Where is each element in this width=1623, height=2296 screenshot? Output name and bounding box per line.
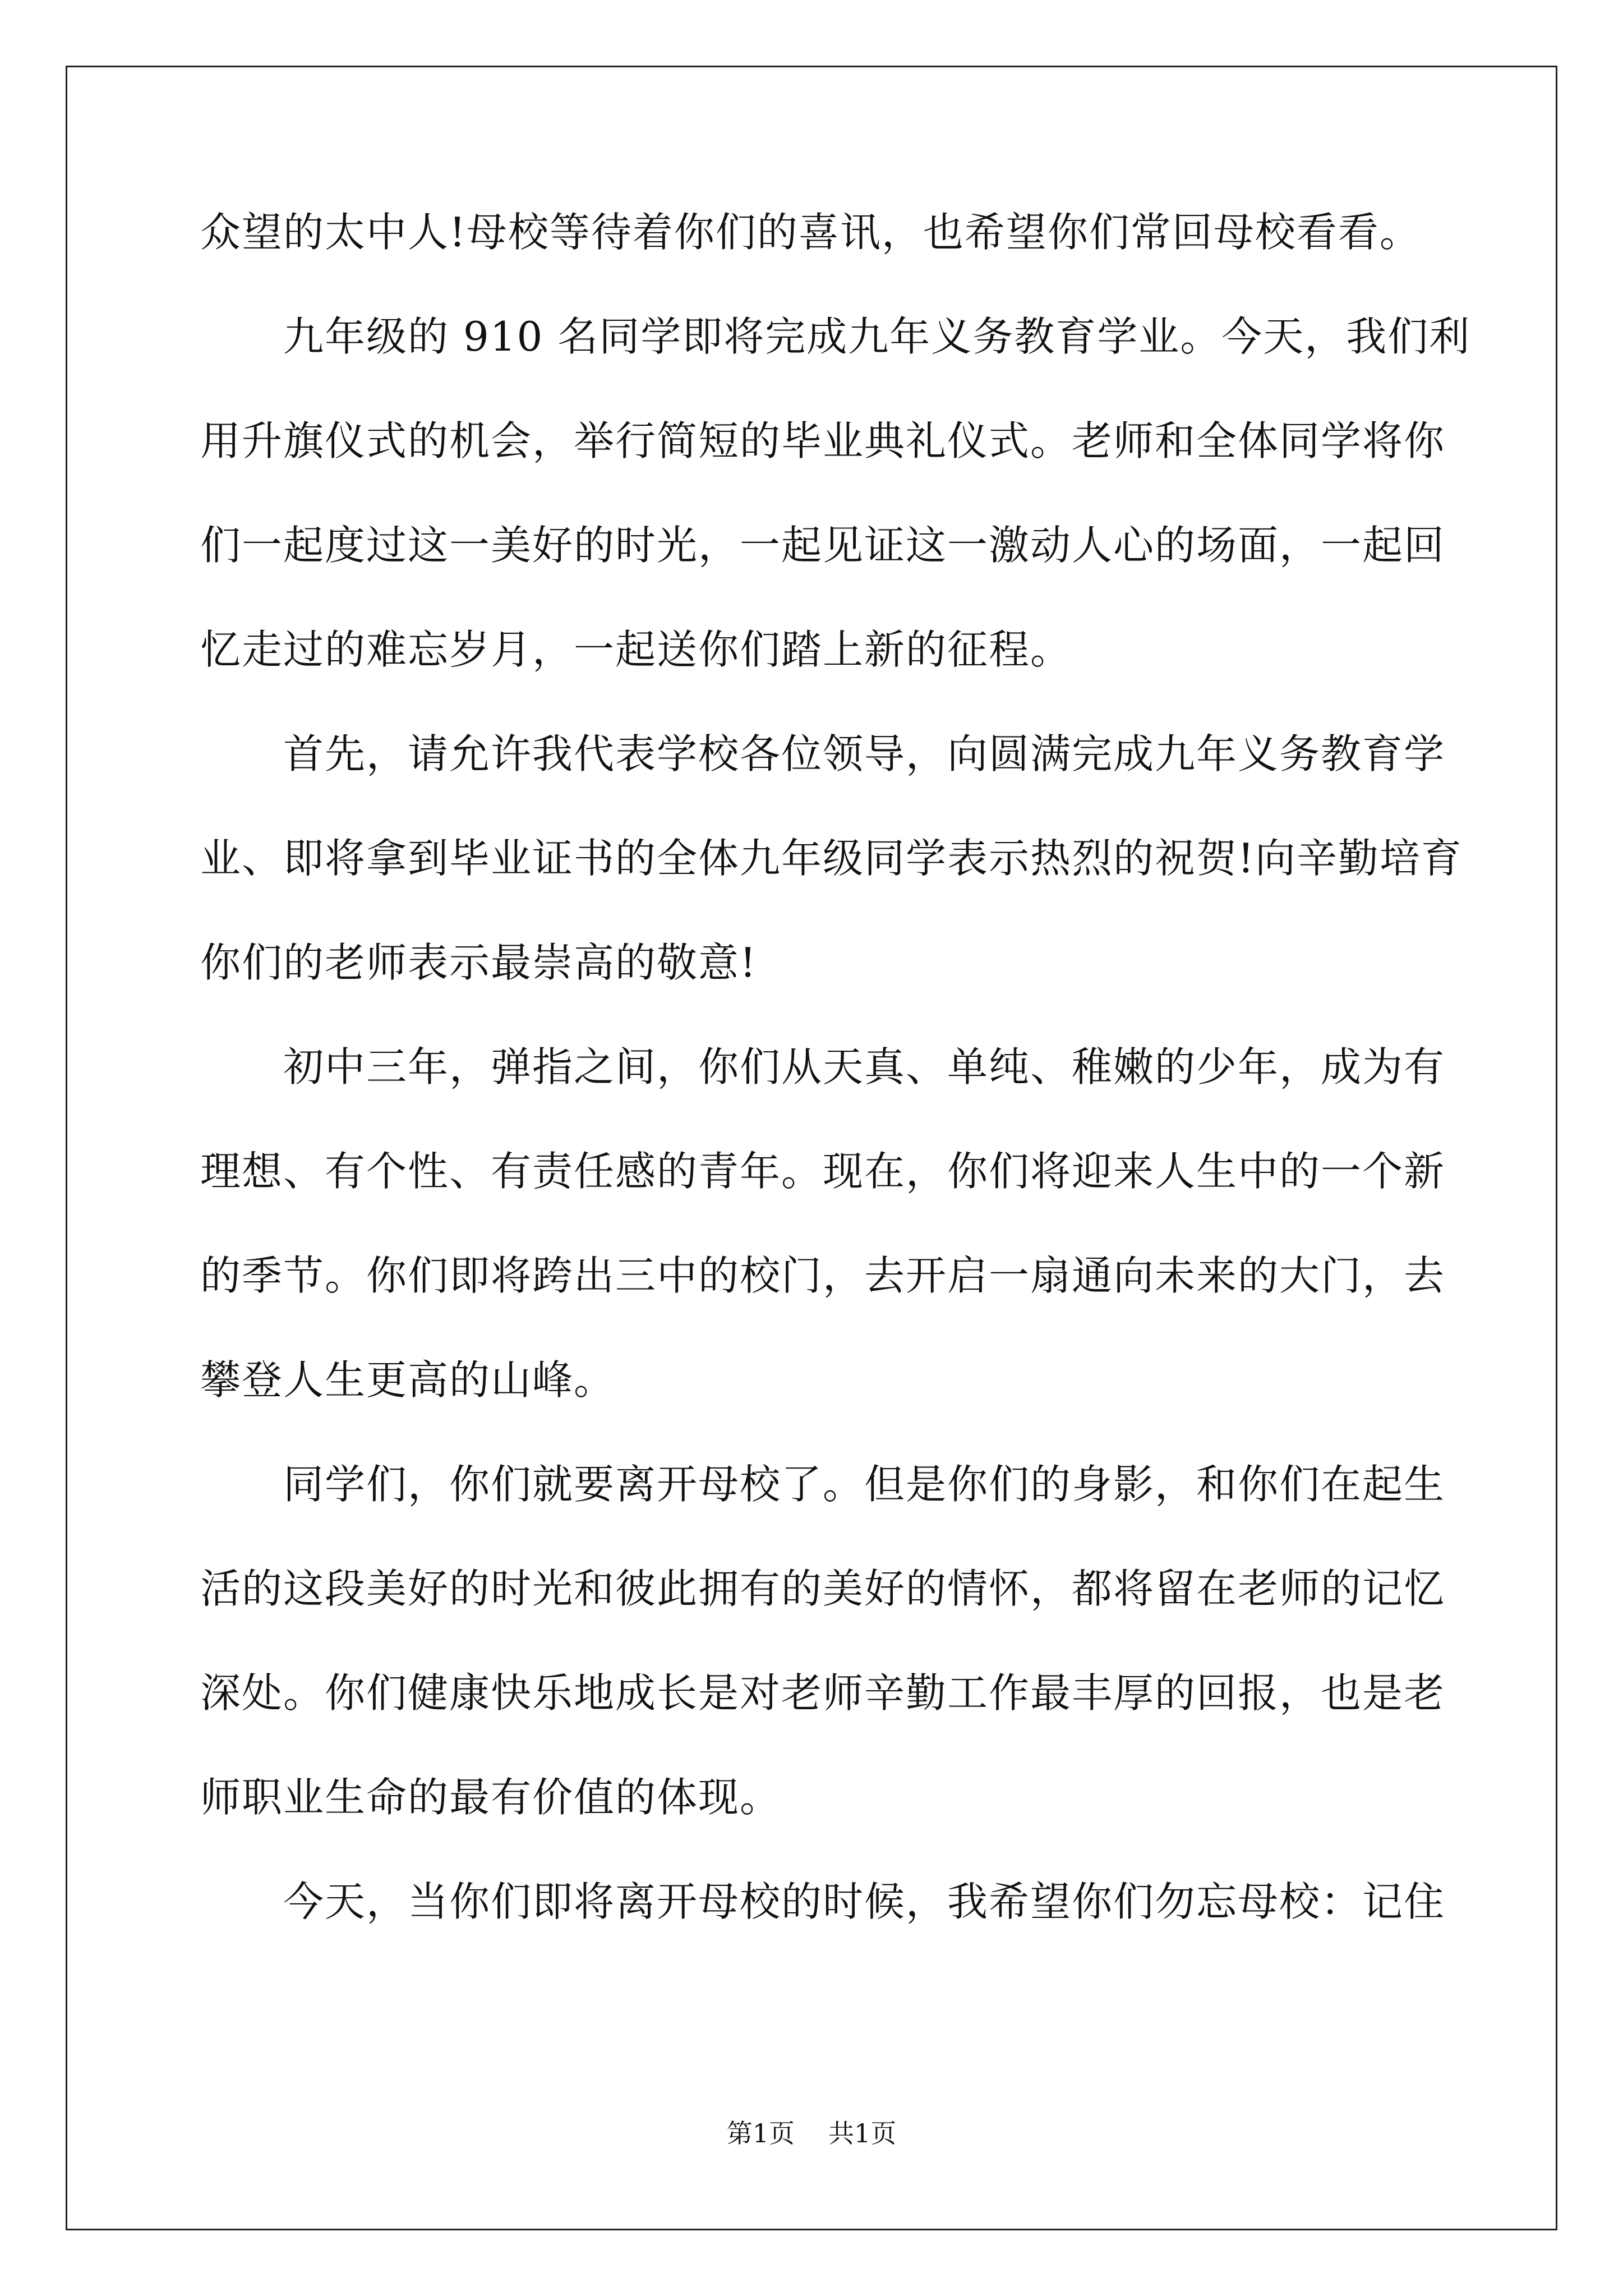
text-line: 初中三年，弹指之间，你们从天真、单纯、稚嫩的少年，成为有 [200,1043,1446,1091]
text-line: 深处。你们健康快乐地成长是对老师辛勤工作最丰厚的回报，也是老 [200,1669,1446,1717]
page-total: 共1页 [828,2118,897,2148]
text-line: 活的这段美好的时光和彼此拥有的美好的情怀，都将留在老师的记忆 [200,1565,1446,1612]
text-line: 首先，请允许我代表学校各位领导，向圆满完成九年义务教育学 [200,730,1446,777]
text-line: 你们的老师表示最崇高的敬意! [200,939,757,986]
text-line: 忆走过的难忘岁月，一起送你们踏上新的征程。 [200,626,1072,673]
text-line: 今天，当你们即将离开母校的时候，我希望你们勿忘母校：记住 [200,1878,1446,1925]
page-footer [0,2120,1623,2146]
text-line: 师职业生命的最有价值的体现。 [200,1774,782,1821]
text-line: 同学们，你们就要离开母校了。但是你们的身影，和你们在起生 [200,1461,1446,1508]
text-line: 用升旗仪式的机会，举行简短的毕业典礼仪式。老师和全体同学将你 [200,417,1446,464]
text-line: 们一起度过这一美好的时光，一起见证这一激动人心的场面，一起回 [200,522,1446,569]
text-line: 的季节。你们即将跨出三中的校门，去开启一扇通向未来的大门，去 [200,1252,1446,1299]
page-number: 第1页 [726,2118,795,2148]
text-line: 众望的太中人!母校等待着你们的喜讯，也希望你们常回母校看看。 [200,209,1421,256]
text-line: 理想、有个性、有责任感的青年。现在，你们将迎来人生中的一个新 [200,1148,1446,1195]
text-line: 九年级的 910 名同学即将完成九年义务教育学业。今天，我们利 [200,313,1471,360]
text-line: 攀登人生更高的山峰。 [200,1356,616,1404]
text-line: 业、即将拿到毕业证书的全体九年级同学表示热烈的祝贺!向辛勤培育 [200,835,1463,882]
